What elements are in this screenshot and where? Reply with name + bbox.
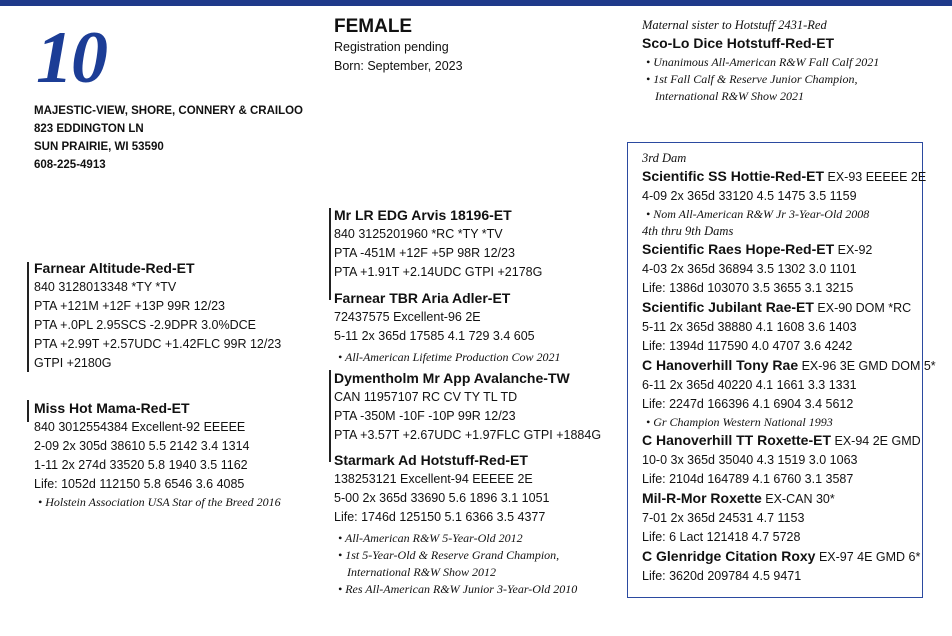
dam6-header [642,356,936,376]
dam4-line: 4-03 2x 365d 36894 3.5 1302 3.0 1101 [642,262,857,276]
dam6-line: 6-11 2x 365d 40220 4.1 1661 3.3 1331 [642,378,857,392]
dam9-header [642,547,936,567]
dam7-class: EX-94 2E GMD [831,434,921,448]
dam7-name: C Hanoverhill TT Roxette-ET [642,432,832,448]
dam-line: 2-09 2x 305d 38610 5.5 2142 3.4 1314 [34,439,250,453]
sire-line: 840 3128013348 *TY *TV [34,280,177,294]
third-dam-label: 3rd Dam [642,151,687,165]
maternal-sister-block [642,17,879,105]
mggs-line: PTA -350M -10F -10P 99R 12/23 [334,409,516,423]
mggs-line: PTA +3.57T +2.67UDC +1.97FLC GTPI +1884G [334,428,602,442]
ggdam-note: • 1st 5-Year-Old & Reserve Grand Champion, [338,548,560,562]
dam3-name: Scientific SS Hottie-Red-ET [642,168,825,184]
sire-block [34,259,281,373]
ggdam-line: 5-00 2x 365d 33690 5.6 1896 3.1 1051 [334,491,550,505]
sire-line: PTA +121M +12F +13P 99R 12/23 [34,299,225,313]
maternal-sister-label: Maternal sister to Hotstuff 2431-Red [642,18,827,32]
animal-header [334,16,463,76]
dam4-line: Life: 1386d 103070 3.5 3655 3.1 3215 [642,281,854,295]
ggdam-note: International R&W Show 2012 [347,565,496,579]
dam3-header [642,167,936,187]
mggs-name: Dymentholm Mr App Avalanche-TW [334,370,570,386]
mgs-line: 840 3125201960 *RC *TY *TV [334,227,503,241]
granddam-note: • All-American Lifetime Production Cow 2021 [338,350,561,364]
ggdam-note: • Res All-American R&W Junior 3-Year-Old 2010 [338,582,578,596]
dam5-header [642,298,936,318]
dam5-line: Life: 1394d 117590 4.0 4707 3.6 4242 [642,339,853,353]
mggs-bracket [329,370,331,462]
maternal-sister-name: Sco-Lo Dice Hotstuff-Red-ET [642,35,835,51]
dam6-note: • Gr Champion Western National 1993 [646,415,833,429]
granddam-line: 5-11 2x 365d 17585 4.1 729 3.4 605 [334,329,535,343]
dam-line: 840 3012554384 Excellent-92 EEEEE [34,420,246,434]
mgs-block [334,206,542,282]
granddam-name: Farnear TBR Aria Adler-ET [334,290,511,306]
dam4-name: Scientific Raes Hope-Red-ET [642,241,835,257]
mgs-bracket [329,208,331,300]
mgs-line: PTA +1.91T +2.14UDC GTPI +2178G [334,265,543,279]
dam-bracket [27,400,29,422]
sire-line: PTA +2.99T +2.57UDC +1.42FLC 99R 12/23 [34,337,282,351]
dam6-name: C Hanoverhill Tony Rae [642,357,799,373]
dams-range-label: 4th thru 9th Dams [642,224,734,238]
granddam-line: 72437575 Excellent-96 2E [334,310,481,324]
sire-line: GTPI +2180G [34,356,112,370]
dam8-name: Mil-R-Mor Roxette [642,490,762,506]
ggdam-notes [338,530,577,598]
dam-name: Miss Hot Mama-Red-ET [34,400,190,416]
sire-name: Farnear Altitude-Red-ET [34,260,195,276]
consignor-address: 823 EDDINGTON LN [34,123,144,135]
mgs-line: PTA -451M +12F +5P 98R 12/23 [334,246,515,260]
mgs-name: Mr LR EDG Arvis 18196-ET [334,207,512,223]
dam3-line: 4-09 2x 365d 33120 4.5 1475 3.5 1159 [642,189,857,203]
dam5-line: 5-11 2x 365d 38880 4.1 1608 3.6 1403 [642,320,857,334]
dam9-name: C Glenridge Citation Roxy [642,548,816,564]
dam9-line: Life: 3620d 209784 4.5 9471 [642,569,802,583]
ggdam-note: • All-American R&W 5-Year-Old 2012 [338,531,523,545]
dam8-line: 7-01 2x 365d 24531 4.7 1153 [642,511,805,525]
registration-status: Registration pending [334,40,449,54]
dam9-class: EX-97 4E GMD 6* [815,550,921,564]
dam7-header [642,431,936,451]
ggdam-name: Starmark Ad Hotstuff-Red-ET [334,452,528,468]
granddam-block [334,289,561,366]
sire-line: PTA +.0PL 2.95SCS -2.9DPR 3.0%DCE [34,318,256,332]
dam-line: Life: 1052d 112150 5.8 6546 3.6 4085 [34,477,245,491]
top-border [0,0,952,6]
dam3-class: EX-93 EEEEE 2E [824,170,927,184]
dam-line: 1-11 2x 274d 33520 5.8 1940 3.5 1162 [34,458,248,472]
dam4-header [642,240,936,260]
maternal-sister-note: • 1st Fall Calf & Reserve Junior Champion, [646,72,858,86]
dam3-note: • Nom All-American R&W Jr 3-Year-Old 2008 [646,207,870,221]
mggs-line: CAN 11957107 RC CV TY TL TD [334,390,518,404]
ggdam-line: Life: 1746d 125150 5.1 6366 3.5 4377 [334,510,546,524]
dam8-class: EX-CAN 30* [761,492,835,506]
dam4-class: EX-92 [834,243,873,257]
dam5-class: EX-90 DOM *RC [813,301,912,315]
ggdam-line: 138253121 Excellent-94 EEEEE 2E [334,472,533,486]
dam-note: • Holstein Association USA Star of the Breed 2016 [38,495,281,509]
mggs-block [334,369,601,445]
maternal-sister-note: International R&W Show 2021 [655,89,804,103]
consignor-block [34,102,303,174]
dam-block [34,399,281,511]
consignor-name: MAJESTIC-VIEW, SHORE, CONNERY & CRAILOO [34,105,303,117]
lot-number: 10 [36,17,106,99]
dam8-line: Life: 6 Lact 121418 4.7 5728 [642,530,801,544]
ggdam-block [334,451,577,598]
consignor-city: SUN PRAIRIE, WI 53590 [34,141,164,153]
sire-bracket [27,262,29,372]
dam7-line: 10-0 3x 365d 35040 4.3 1519 3.0 1063 [642,453,858,467]
dam6-line: Life: 2247d 166396 4.1 6904 3.4 5612 [642,397,854,411]
maternal-sister-note: • Unanimous All-American R&W Fall Calf 2021 [646,55,880,69]
dam8-header [642,489,936,509]
dam6-class: EX-96 3E GMD DOM 5* [798,359,936,373]
dam7-line: Life: 2104d 164789 4.1 6760 3.1 3587 [642,472,854,486]
dams-list [642,150,936,586]
dam5-name: Scientific Jubilant Rae-ET [642,299,814,315]
birth-date: Born: September, 2023 [334,59,463,73]
animal-sex: FEMALE [334,16,413,37]
consignor-phone: 608-225-4913 [34,159,106,171]
